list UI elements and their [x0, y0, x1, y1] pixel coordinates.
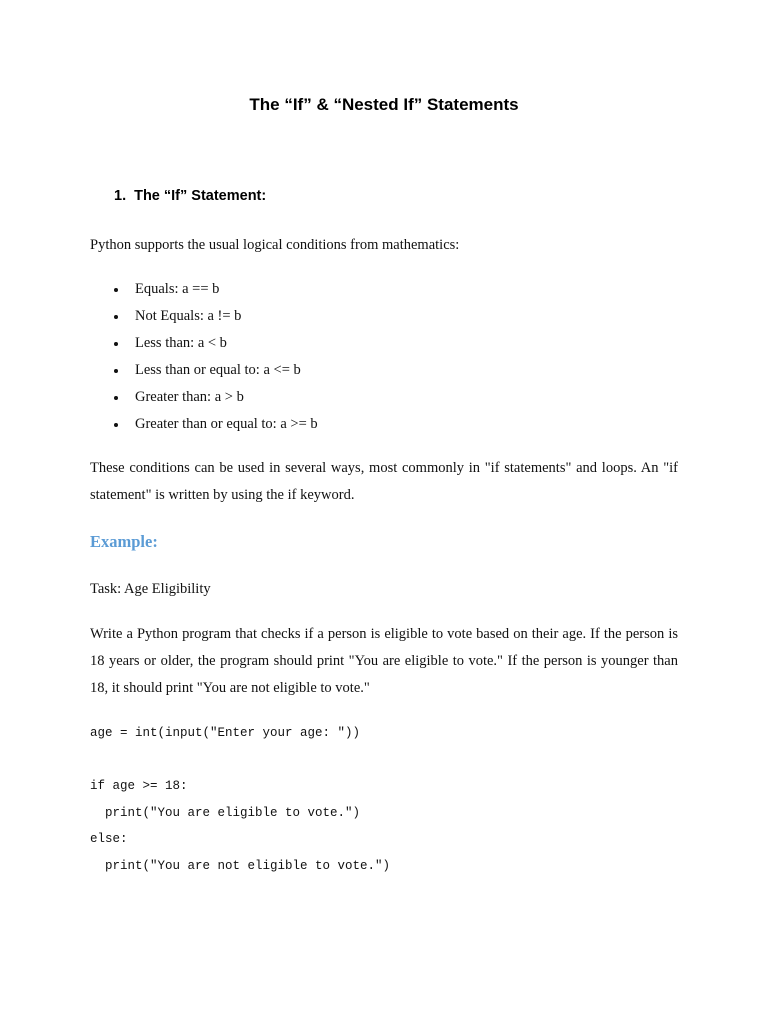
code-line: print("You are not eligible to vote."): [90, 858, 391, 873]
list-item: Equals: a == b: [90, 276, 318, 303]
section-title: The “If” Statement:: [134, 188, 267, 204]
code-line-blank: [90, 747, 390, 774]
code-line: print("You are eligible to vote."): [90, 805, 361, 820]
document-title: The “If” & “Nested If” Statements: [249, 95, 519, 114]
conditions-list: [90, 276, 318, 438]
problem-paragraph: Write a Python program that checks if a person is eligible to vote based on their age. If the person is 18 years or older, the program should print "You are eligible to vote." If the person is younger than 18, it should print "You are not eligible to vote.": [90, 626, 678, 696]
code-line: else:: [90, 832, 128, 846]
list-item: Less than: a < b: [90, 330, 318, 357]
intro-paragraph: Python supports the usual logical conditions from mathematics:: [90, 237, 460, 253]
section-number: 1.: [114, 188, 127, 204]
code-line: if age >= 18:: [90, 779, 188, 793]
code-block: [90, 720, 390, 879]
list-item: Greater than or equal to: a >= b: [90, 411, 318, 438]
example-heading: Example:: [90, 532, 158, 551]
section-heading: [114, 186, 266, 206]
list-item: Less than or equal to: a <= b: [90, 357, 318, 384]
code-line: age = int(input("Enter your age: ")): [90, 726, 361, 740]
list-item: Not Equals: a != b: [90, 303, 318, 330]
conditions-paragraph: These conditions can be used in several ways, most commonly in "if statements" and loops. An "if statement" is written by using the if keyword.: [90, 460, 678, 503]
list-item: Greater than: a > b: [90, 384, 318, 411]
task-title: Task: Age Eligibility: [90, 581, 211, 597]
